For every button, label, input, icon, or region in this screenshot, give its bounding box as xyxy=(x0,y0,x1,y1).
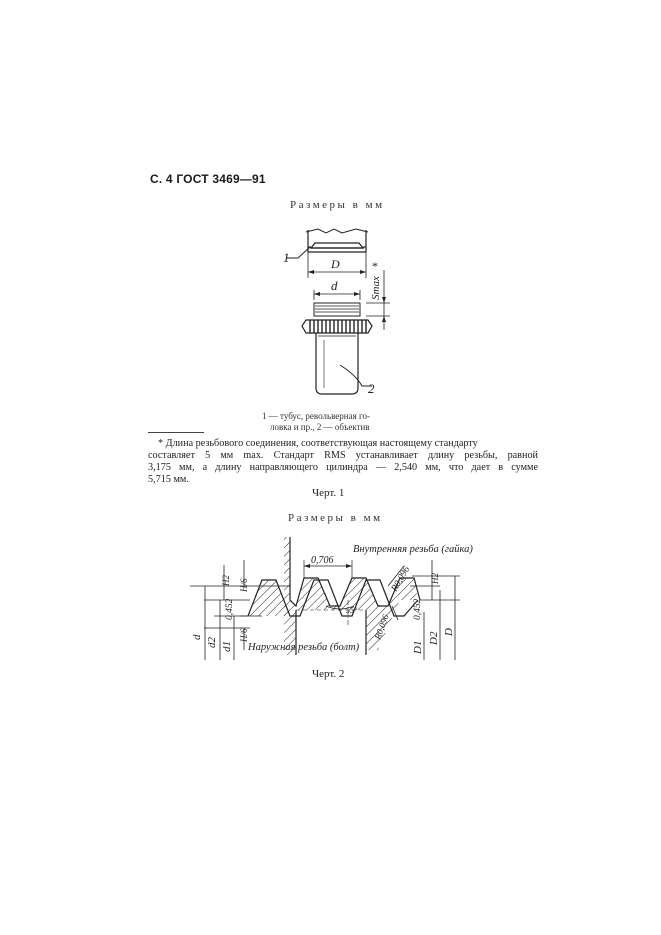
height-left-label: 0,452 xyxy=(225,598,235,620)
part-1-label: 1 xyxy=(283,250,290,265)
external-thread-label: Наружная резьба (болт) xyxy=(248,642,360,653)
diameter-D-label: D xyxy=(443,628,455,636)
diameter-d-label: d xyxy=(191,634,203,640)
radius-top-label: R0,096 xyxy=(389,564,413,594)
height-right-label: 0,452 xyxy=(413,598,423,620)
label-D: D xyxy=(331,257,340,271)
footnote-line-3: 3,175 мм, а длину направляющего цилиндра — 2,540 мм, что дает в сумме xyxy=(148,462,538,473)
diameter-d1-label: d1 xyxy=(221,641,233,652)
label-smax: Smax xyxy=(370,276,382,300)
h2-left-label: H2 xyxy=(221,575,231,586)
diameter-D2-label: D2 xyxy=(428,631,440,645)
chert-2-label: Черт. 2 xyxy=(312,668,345,680)
smax-asterisk: * xyxy=(372,259,378,273)
angle-label: 55° xyxy=(346,606,358,615)
dimensions-caption-2: Размеры в мм xyxy=(288,512,383,524)
footnote-line-1: * Длина резьбового соединения, соответствующая настоящему стандарту xyxy=(158,438,478,449)
h2-right-label: H2 xyxy=(430,573,440,584)
footnote-line-2: составляет 5 мм max. Стандарт RMS устанавливает длину резьбы, равной xyxy=(148,450,538,461)
h6-bottom-label: H/6 xyxy=(239,628,249,642)
dimensions-caption-1: Размеры в мм xyxy=(290,199,385,211)
caption-line-1: 1 — тубус, револьверная го- xyxy=(262,411,370,421)
radius-bottom-label: R0,096 xyxy=(372,613,391,641)
diameter-d2-label: d2 xyxy=(206,637,218,648)
internal-thread-label: Внутренняя резьба (гайка) xyxy=(353,544,473,555)
caption-line-2: ловка и пр., 2 — объектив xyxy=(270,422,370,432)
page-header: С. 4 ГОСТ 3469—91 xyxy=(150,172,266,186)
diameter-D1-label: D1 xyxy=(412,640,424,654)
part-2-label: 2 xyxy=(368,381,375,396)
h6-top-label: H/6 xyxy=(239,578,249,592)
pitch-label: 0,706 xyxy=(311,555,334,566)
chert-1-label: Черт. 1 xyxy=(312,487,345,499)
footnote-line-4: 5,715 мм. xyxy=(148,474,189,485)
label-d: d xyxy=(331,278,338,293)
